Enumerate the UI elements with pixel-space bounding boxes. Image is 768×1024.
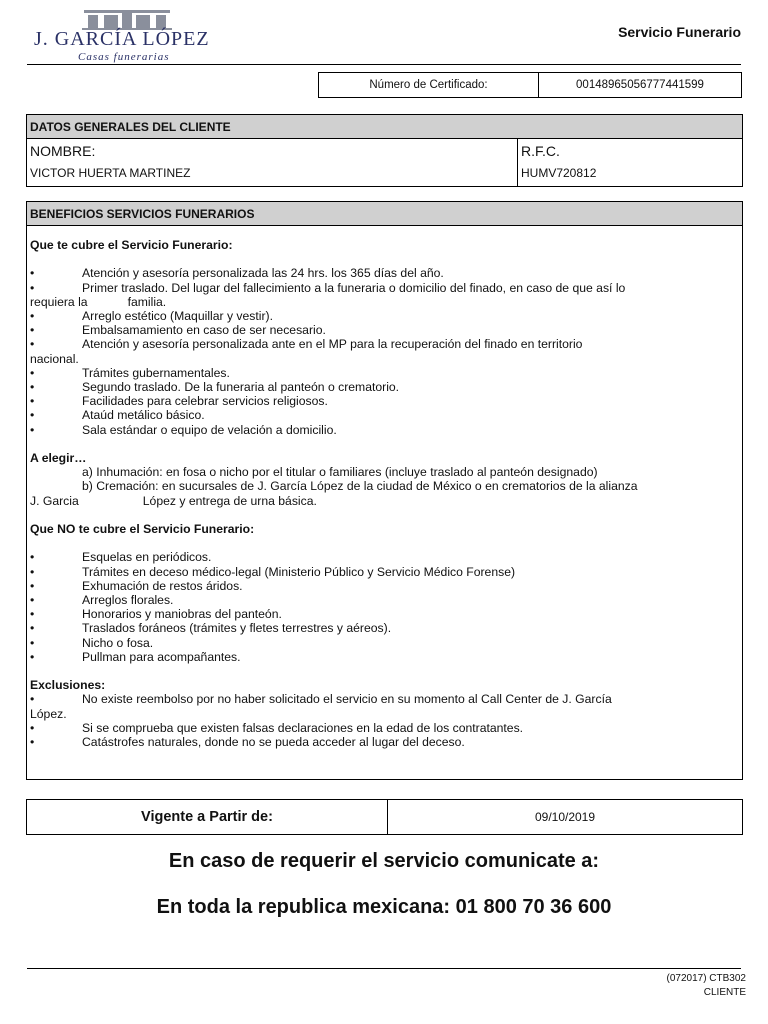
certificate-label: Número de Certificado: — [319, 73, 539, 97]
list-item: • Arreglo estético (Maquillar y vestir). — [30, 309, 273, 323]
list-item: • Trámites gubernamentales. — [30, 365, 230, 380]
covers-title: Que te cubre el Servicio Funerario: — [30, 238, 233, 252]
list-item: • Catástrofes naturales, donde no se pueda acceder al lugar del deceso. — [30, 735, 465, 750]
validity-label: Vigente a Partir de: — [27, 800, 388, 834]
choice-option-b: b) Cremación: en sucursales de J. García López de la ciudad de México o en crematorios de la alianza — [82, 479, 638, 494]
choose-title: A elegir… — [30, 451, 87, 466]
exclusions-title: Exclusiones: — [30, 678, 106, 693]
building-logo-icon — [82, 10, 172, 30]
list-item: • Nicho o fosa. — [30, 635, 154, 650]
header-divider — [27, 64, 741, 65]
document-title: Servicio Funerario — [618, 24, 741, 40]
list-item: • Exhumación de restos áridos. — [30, 578, 243, 593]
client-section-title: DATOS GENERALES DEL CLIENTE — [27, 115, 742, 139]
list-item: • Facilidades para celebrar servicios religiosos. — [30, 394, 328, 409]
client-data-section — [26, 114, 743, 187]
list-item: • Pullman para acompañantes. — [30, 649, 241, 664]
rfc-value: HUMV720812 — [521, 166, 597, 180]
benefits-section — [26, 201, 743, 780]
benefits-section-title: BENEFICIOS SERVICIOS FUNERARIOS — [27, 202, 742, 226]
list-item: • Atención y asesoría personalizada las 24 hrs. los 365 días del año. — [30, 266, 444, 281]
list-item: • Embalsamamiento en caso de ser necesario. — [30, 323, 326, 338]
list-item-continuation: nacional. — [30, 351, 79, 366]
not-covers-title: Que NO te cubre el Servicio Funerario: — [30, 522, 255, 537]
list-item: • Trámites en deceso médico-legal (Ministerio Público y Servicio Médico Forense) — [30, 564, 516, 579]
list-item: • Sala estándar o equipo de velación a domicilio. — [30, 422, 337, 437]
form-code: (072017) CTB302 — [666, 973, 746, 984]
logo-name: J. GARCÍA LÓPEZ — [34, 28, 210, 50]
list-item-continuation: López. — [30, 706, 67, 721]
name-label: NOMBRE: — [27, 139, 518, 163]
copy-label: CLIENTE — [703, 987, 746, 998]
choice-option-b-continuation: J. Garcia López y entrega de urna básica. — [30, 493, 317, 508]
list-item: • Ataúd metálico básico. — [30, 408, 205, 423]
list-item: • Esquelas en periódicos. — [30, 550, 212, 565]
rfc-label: R.F.C. — [521, 143, 560, 159]
choice-option-a: a) Inhumación: en fosa o nicho por el titular o familiares (incluye traslado al panteón designado) — [82, 465, 598, 480]
certificate-value: 00148965056777441599 — [576, 79, 704, 91]
list-item: • Si se comprueba que existen falsas declaraciones en la edad de los contratantes. — [30, 720, 524, 735]
list-item: • Honorarios y maniobras del panteón. — [30, 607, 282, 622]
name-value: VICTOR HUERTA MARTINEZ — [27, 163, 518, 186]
certificate-number-box — [318, 72, 742, 98]
logo-subtitle: Casas funerarias — [78, 51, 170, 63]
list-item: • Segundo traslado. De la funeraria al panteón o crematorio. — [30, 380, 400, 395]
list-item: • Arreglos florales. — [30, 593, 174, 608]
footer-divider — [27, 968, 741, 969]
list-item: • Atención y asesoría personalizada ante en el MP para la recuperación del finado en territorio — [30, 337, 583, 352]
company-logo — [30, 6, 230, 62]
list-item: • Primer traslado. Del lugar del fallecimiento a la funeraria o domicilio del finado, en caso de que así lo — [30, 280, 626, 295]
validity-box — [26, 799, 743, 835]
contact-heading: En caso de requerir el servicio comunicate a: — [168, 850, 600, 872]
contact-phone: En toda la republica mexicana: 01 800 70 36 600 — [156, 896, 612, 918]
list-item: • No existe reembolso por no haber solicitado el servicio en su momento al Call Center de J. García — [30, 692, 612, 707]
validity-date: 09/10/2019 — [534, 810, 596, 824]
list-item: • Traslados foráneos (trámites y fletes terrestres y aéreos). — [30, 621, 392, 636]
list-item-continuation: requiera la familia. — [30, 294, 167, 309]
